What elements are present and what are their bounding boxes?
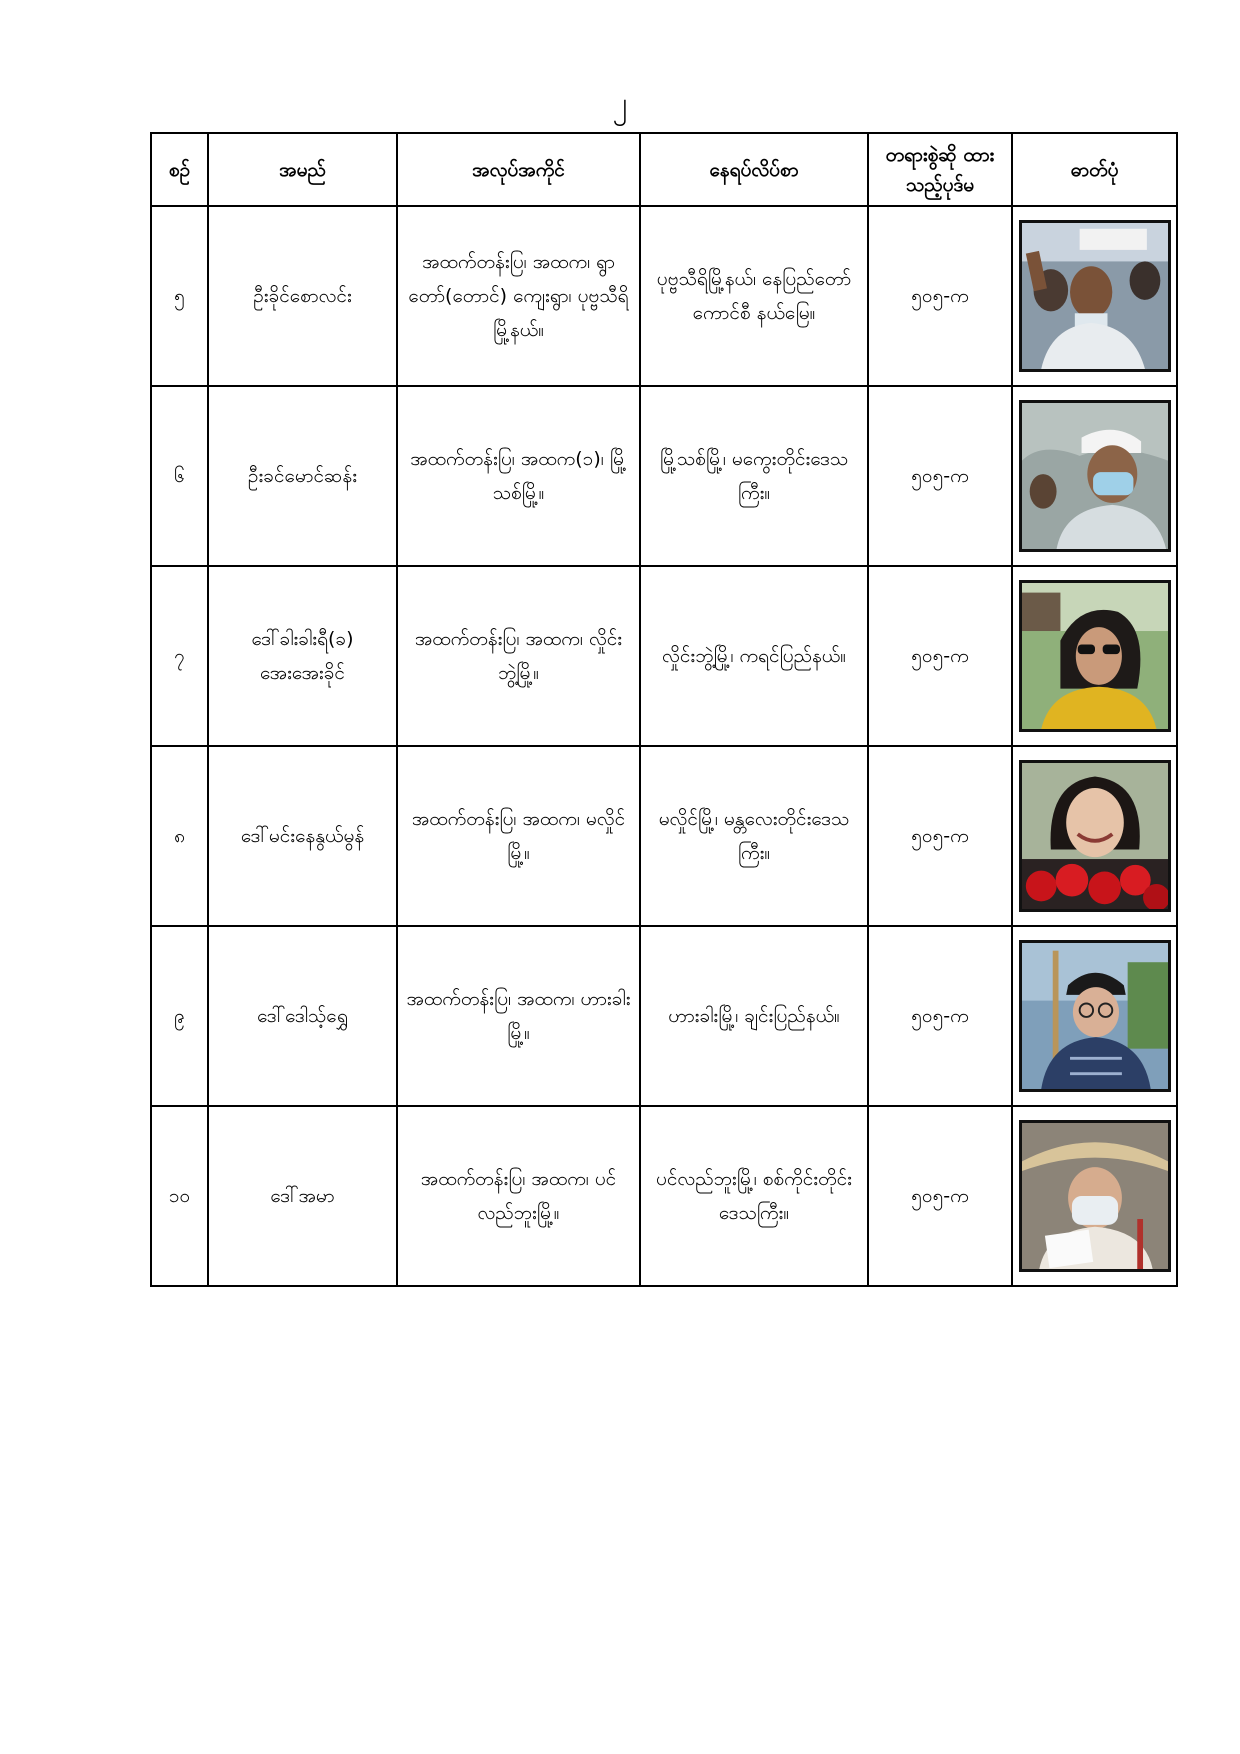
row-occupation-text: အထက်တန်းပြ၊ အထက၊ ဟားခါးမြို့။ — [406, 988, 631, 1044]
row-address-text: မလှိုင်မြို့၊ မန္တလေးတိုင်းဒေသကြီး။ — [658, 808, 850, 864]
row-section: ၅၀၅-က — [868, 926, 1012, 1106]
row-occupation — [397, 926, 640, 1106]
row-no: ၈ — [151, 746, 208, 926]
table-row — [151, 1106, 1177, 1286]
row-address — [640, 386, 868, 566]
row-section: ၅၀၅-က — [868, 1106, 1012, 1286]
row-photo — [1012, 566, 1177, 746]
row-address-text: မြို့သစ်မြို့၊ မကွေးတိုင်းဒေသကြီး။ — [659, 448, 849, 504]
row-address-text: ပုဗ္ဗသီရိမြို့နယ်၊ နေပြည်တော်ကောင်စီ နယ်မြေ။ — [656, 268, 852, 324]
detainee-table — [150, 132, 1178, 1287]
header-section — [868, 133, 1012, 206]
page-number: ၂ — [612, 86, 628, 121]
row-section: ၅၀၅-က — [868, 386, 1012, 566]
row-section: ၅၀၅-က — [868, 566, 1012, 746]
row-no: ၁၀ — [151, 1106, 208, 1286]
row-photo — [1012, 206, 1177, 386]
header-name: အမည် — [208, 133, 397, 206]
row-name — [208, 926, 397, 1106]
row-name-text: ဒေါ်ဒေါသ့်ရွှေ — [257, 1005, 348, 1027]
photo-illustration — [1022, 1123, 1168, 1269]
header-photo: ဓာတ်ပုံ — [1012, 133, 1177, 206]
row-occupation — [397, 206, 640, 386]
row-occupation-text: အထက်တန်းပြ၊ အထက၊ ပင်လည်ဘူးမြို့။ — [420, 1168, 617, 1224]
row-photo — [1012, 746, 1177, 926]
table-row — [151, 566, 1177, 746]
row-address — [640, 746, 868, 926]
photo-illustration — [1022, 403, 1168, 549]
row-photo — [1012, 926, 1177, 1106]
row-occupation — [397, 566, 640, 746]
row-occupation-text: အထက်တန်းပြ၊ အထက၊ လှိုင်းဘွဲ့မြို့။ — [414, 628, 623, 684]
row-address — [640, 206, 868, 386]
photo-illustration — [1022, 763, 1168, 909]
row-occupation-text: အထက်တန်းပြ၊ အထက(၁)၊ မြို့သစ်မြို့။ — [410, 448, 627, 504]
photo-illustration — [1022, 583, 1168, 729]
table-row — [151, 746, 1177, 926]
table-row — [151, 206, 1177, 386]
portrait-woman-roses-photo — [1019, 760, 1171, 912]
row-no: ၆ — [151, 386, 208, 566]
row-address-text: ပင်လည်ဘူးမြို့၊ စစ်ကိုင်းတိုင်းဒေသကြီး။ — [656, 1168, 852, 1224]
row-address — [640, 1106, 868, 1286]
row-name-text: ဒေါ်ခါးခါးရီ(ခ) အေးအေးခိုင် — [251, 628, 354, 684]
row-occupation — [397, 1106, 640, 1286]
portrait-woman-hat-mask-photo — [1019, 1120, 1171, 1272]
row-no: ၉ — [151, 926, 208, 1106]
row-name-text: ဦးခင်မောင်ဆန်း — [247, 465, 358, 487]
row-photo — [1012, 386, 1177, 566]
portrait-man-mask-photo — [1019, 400, 1171, 552]
row-address — [640, 566, 868, 746]
row-address-text: ဟားခါးမြို့၊ ချင်းပြည်နယ်။ — [668, 1005, 840, 1027]
header-occupation: အလုပ်အကိုင် — [397, 133, 640, 206]
row-section: ၅၀၅-က — [868, 746, 1012, 926]
row-occupation-text: အထက်တန်းပြ၊ အထက၊ မလှိုင်မြို့။ — [411, 808, 626, 864]
portrait-man-protest-photo — [1019, 220, 1171, 372]
table-header-row — [151, 133, 1177, 206]
row-name-text: ဦးခိုင်စောလင်း — [253, 285, 352, 307]
row-name — [208, 206, 397, 386]
photo-illustration — [1022, 223, 1168, 369]
header-no: စဉ် — [151, 133, 208, 206]
header-section-label: တရားစွဲဆို ထားသည့်ပုဒ်မ — [885, 143, 995, 196]
row-photo — [1012, 1106, 1177, 1286]
photo-illustration — [1022, 943, 1168, 1089]
row-address — [640, 926, 868, 1106]
row-name-text: ဒေါ်အမာ — [270, 1185, 335, 1207]
row-name — [208, 1106, 397, 1286]
row-occupation-text: အထက်တန်းပြ၊ အထက၊ ရွာတော်(တောင်) ကျေးရွာ၊ ပုဗ္ဗသီရိမြို့နယ်။ — [408, 251, 629, 341]
row-name — [208, 746, 397, 926]
row-no: ၇ — [151, 566, 208, 746]
row-no: ၅ — [151, 206, 208, 386]
row-name-text: ဒေါ်မင်းနေနွယ်မွန် — [240, 825, 365, 847]
table-row — [151, 386, 1177, 566]
portrait-woman-helmet-photo — [1019, 940, 1171, 1092]
row-address-text: လှိုင်းဘွဲ့မြို့၊ ကရင်ပြည်နယ်။ — [662, 645, 846, 667]
row-occupation — [397, 386, 640, 566]
row-name — [208, 566, 397, 746]
table-row — [151, 926, 1177, 1106]
row-occupation — [397, 746, 640, 926]
header-address: နေရပ်လိပ်စာ — [640, 133, 868, 206]
portrait-woman-sunglasses-photo — [1019, 580, 1171, 732]
row-name — [208, 386, 397, 566]
row-section: ၅၀၅-က — [868, 206, 1012, 386]
